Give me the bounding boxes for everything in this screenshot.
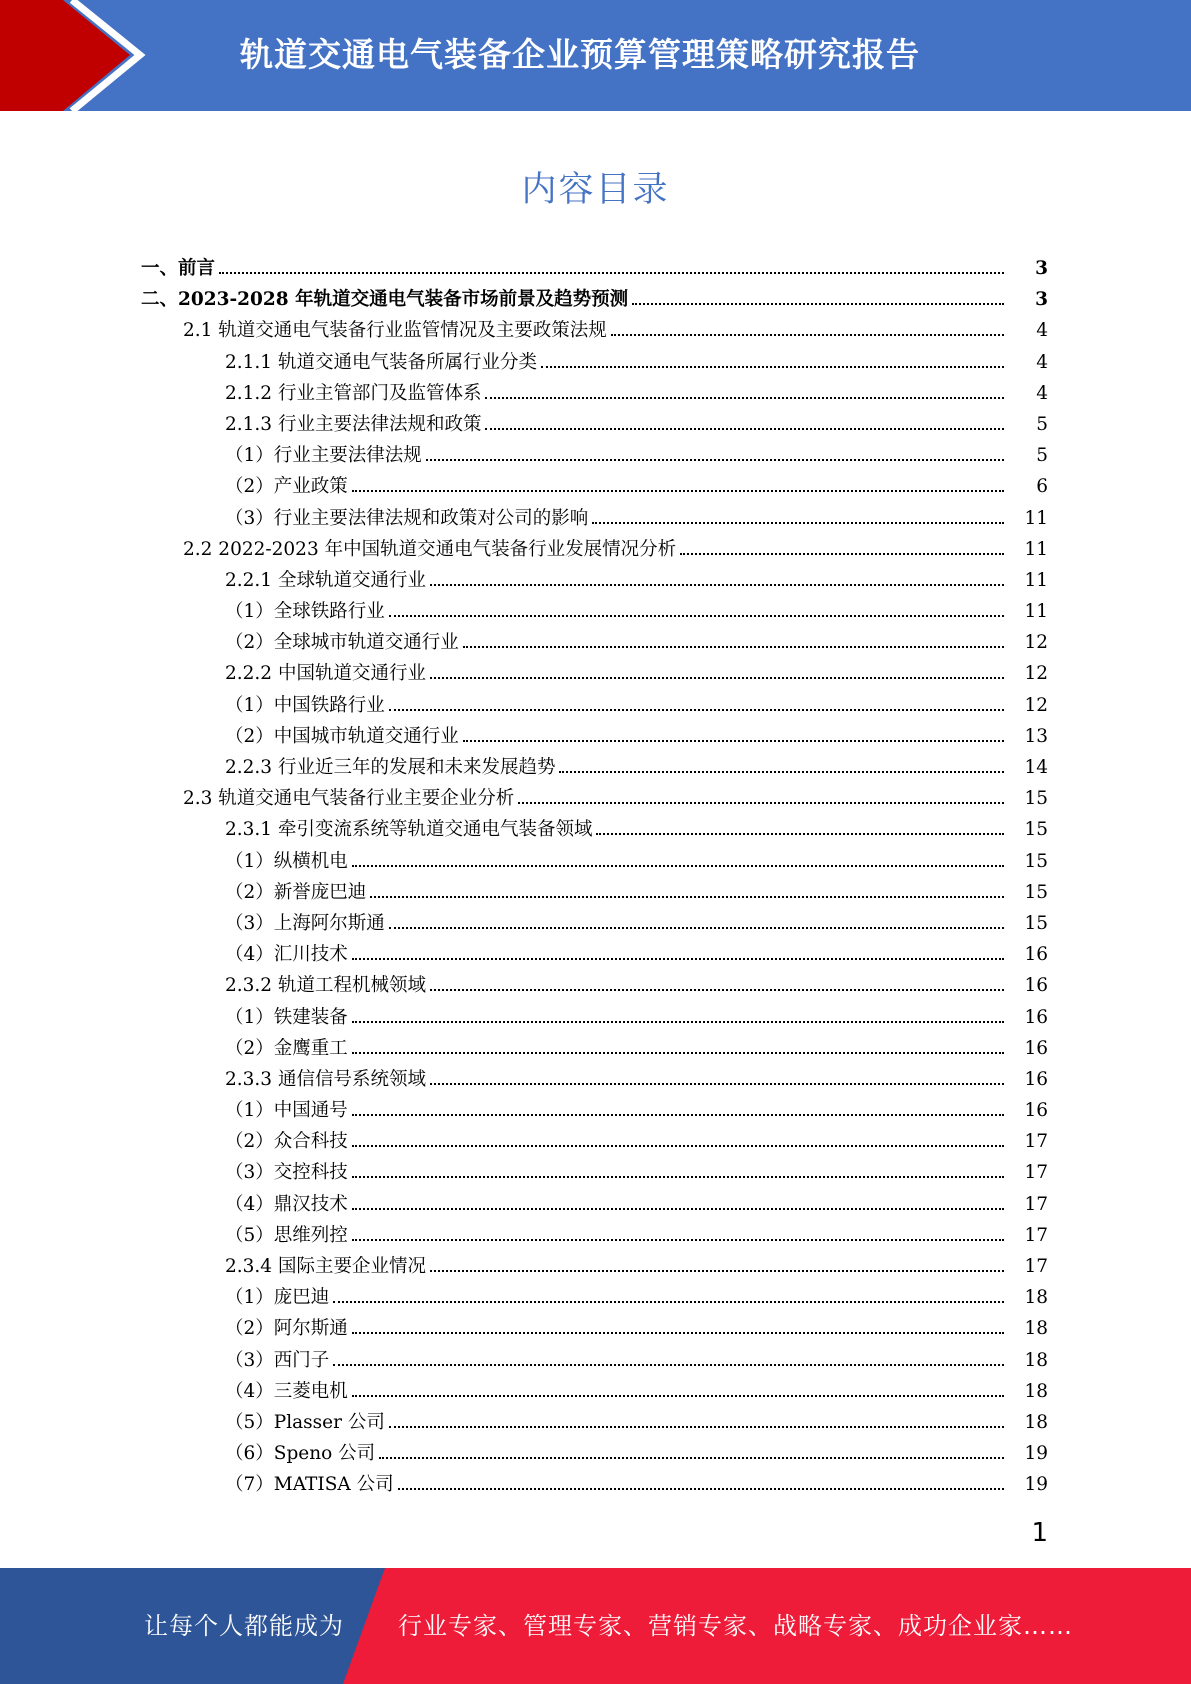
toc-entry-page: 15 [1024,850,1048,872]
toc-entry[interactable] [0,378,1191,409]
toc-entry-title: （2）产业政策 [225,476,348,498]
toc-dot-leader [430,584,1004,586]
toc-entry[interactable] [0,1438,1191,1469]
toc-entry[interactable] [0,1345,1191,1376]
page-number: 1 [1031,1518,1048,1548]
toc-entry-title: 2.3.1 牵引变流系统等轨道交通电气装备领域 [225,819,593,841]
toc-entry[interactable] [0,1126,1191,1157]
toc-dot-leader [430,1083,1004,1085]
toc-entry[interactable] [0,1407,1191,1438]
toc-entry-page: 19 [1024,1443,1048,1465]
toc-entry[interactable] [0,814,1191,845]
toc-entry[interactable] [0,970,1191,1001]
report-header-banner [0,0,1191,111]
toc-dot-leader [430,989,1004,991]
toc-entry-title: 2.1.1 轨道交通电气装备所属行业分类 [225,351,537,373]
toc-entry-page: 12 [1024,632,1048,654]
toc-entry-page: 17 [1024,1193,1048,1215]
toc-entry-page: 12 [1024,694,1048,716]
toc-entry-page: 19 [1024,1474,1048,1496]
toc-entry[interactable] [0,690,1191,721]
footer-banner [0,1568,1191,1684]
toc-dot-leader [352,1395,1004,1397]
toc-entry-page: 15 [1024,819,1048,841]
toc-entry-page: 3 [1035,258,1048,279]
toc-entry-title: （2）金鹰重工 [225,1037,348,1059]
toc-entry[interactable] [0,1095,1191,1126]
toc-dot-leader [352,1114,1004,1116]
toc-entry-page: 17 [1024,1162,1048,1184]
toc-dot-leader [596,833,1004,835]
toc-entry-page: 16 [1024,1100,1048,1122]
toc-entry[interactable] [0,253,1191,284]
toc-dot-leader [611,334,1004,336]
toc-entry-title: （6）Speno 公司 [225,1443,376,1465]
toc-entry[interactable] [0,284,1191,315]
toc-entry-page: 18 [1024,1287,1048,1309]
toc-entry-page: 5 [1036,413,1048,435]
table-of-contents [0,253,1191,1501]
toc-dot-leader [463,646,1004,648]
toc-entry-title: （2）众合科技 [225,1131,348,1153]
toc-entry-title: （3）上海阿尔斯通 [225,912,385,934]
toc-entry[interactable] [0,1033,1191,1064]
toc-entry[interactable] [0,1189,1191,1220]
toc-entry[interactable] [0,1064,1191,1095]
toc-entry-page: 18 [1024,1349,1048,1371]
toc-dot-leader [463,740,1004,742]
toc-entry[interactable] [0,315,1191,346]
toc-entry-title: （5）Plasser 公司 [225,1411,385,1433]
toc-entry[interactable] [0,721,1191,752]
toc-entry[interactable] [0,596,1191,627]
toc-entry[interactable] [0,1157,1191,1188]
toc-dot-leader [352,1145,1004,1147]
toc-entry-title: 2.2.1 全球轨道交通行业 [225,569,426,591]
toc-dot-leader [352,1176,1004,1178]
toc-dot-leader [333,1364,1004,1366]
toc-entry-page: 4 [1036,320,1048,342]
toc-entry-title: 一、前言 [141,258,216,279]
toc-entry-page: 17 [1024,1224,1048,1246]
toc-dot-leader [352,1208,1004,1210]
toc-entry-title: （2）全球城市轨道交通行业 [225,632,459,654]
toc-entry[interactable] [0,1251,1191,1282]
toc-dot-leader [592,522,1004,524]
toc-entry[interactable] [0,1376,1191,1407]
toc-entry-title: （1）全球铁路行业 [225,601,385,623]
toc-entry-title: （1）铁建装备 [225,1006,348,1028]
toc-entry[interactable] [0,409,1191,440]
toc-dot-leader [352,1332,1004,1334]
toc-entry-title: （3）交控科技 [225,1162,348,1184]
toc-entry-title: 2.2 2022-2023 年中国轨道交通电气装备行业发展情况分析 [183,538,677,560]
toc-entry[interactable] [0,1313,1191,1344]
toc-entry[interactable] [0,877,1191,908]
toc-entry-page: 11 [1024,569,1048,591]
toc-entry-page: 5 [1036,445,1048,467]
toc-entry[interactable] [0,1220,1191,1251]
toc-entry[interactable] [0,1002,1191,1033]
toc-entry-title: （4）三菱电机 [225,1380,348,1402]
toc-entry-page: 3 [1035,289,1048,311]
toc-entry-title: 2.3.3 通信信号系统领域 [225,1068,426,1090]
toc-heading: 内容目录 [521,170,670,210]
toc-entry-page: 11 [1024,601,1048,623]
toc-entry-page: 16 [1024,975,1048,997]
toc-entry-title: （3）西门子 [225,1349,330,1371]
toc-entry-page: 4 [1036,382,1048,404]
toc-entry-page: 12 [1024,663,1048,685]
toc-entry[interactable] [0,471,1191,502]
toc-entry-page: 15 [1024,912,1048,934]
toc-entry-page: 16 [1024,944,1048,966]
toc-entry-title: （1）中国铁路行业 [225,694,385,716]
toc-entry-title: （4）鼎汉技术 [225,1193,348,1215]
toc-entry[interactable] [0,939,1191,970]
toc-entry-page: 16 [1024,1068,1048,1090]
toc-entry-title: 二、2023-2028 年轨道交通电气装备市场前景及趋势预测 [141,289,629,311]
toc-dot-leader [430,677,1004,679]
toc-dot-leader [398,1488,1004,1490]
toc-dot-leader [426,459,1004,461]
toc-entry[interactable] [0,846,1191,877]
toc-entry-page: 18 [1024,1318,1048,1340]
toc-entry[interactable] [0,503,1191,534]
toc-entry-title: 2.1.2 行业主管部门及监管体系 [225,382,482,404]
footer-slogan-right: 行业专家、管理专家、营销专家、战略专家、成功企业家…… [398,1612,1073,1640]
toc-dot-leader [352,1021,1004,1023]
toc-dot-leader [352,958,1004,960]
toc-entry[interactable] [0,1469,1191,1500]
toc-dot-leader [333,1301,1004,1303]
toc-entry-title: （4）汇川技术 [225,944,348,966]
toc-entry-page: 11 [1024,538,1048,560]
toc-dot-leader [518,802,1004,804]
toc-entry-title: （7）MATISA 公司 [225,1474,394,1496]
toc-dot-leader [389,927,1004,929]
toc-entry-title: （1）行业主要法律法规 [225,445,422,467]
toc-dot-leader [219,272,1004,274]
toc-entry-page: 15 [1024,788,1048,810]
toc-dot-leader [370,896,1004,898]
chevron-arrow-icon [0,0,160,111]
toc-entry-title: （1）纵横机电 [225,850,348,872]
toc-entry[interactable] [0,908,1191,939]
toc-entry-page: 18 [1024,1411,1048,1433]
toc-dot-leader [379,1457,1004,1459]
toc-entry-title: （2）中国城市轨道交通行业 [225,725,459,747]
toc-dot-leader [559,771,1004,773]
toc-dot-leader [352,1239,1004,1241]
toc-entry-title: （2）阿尔斯通 [225,1318,348,1340]
toc-entry-title: （1）庞巴迪 [225,1287,330,1309]
toc-entry-page: 14 [1024,757,1048,778]
toc-dot-leader [352,865,1004,867]
toc-entry[interactable] [0,1282,1191,1313]
toc-entry-page: 17 [1024,1256,1048,1277]
toc-entry-title: 2.1 轨道交通电气装备行业监管情况及主要政策法规 [183,320,607,342]
toc-entry[interactable] [0,627,1191,658]
toc-dot-leader [485,397,1004,399]
toc-entry[interactable] [0,347,1191,378]
toc-dot-leader [680,553,1004,555]
toc-entry-page: 13 [1024,725,1048,747]
toc-entry-page: 16 [1024,1037,1048,1059]
toc-dot-leader [352,1052,1004,1054]
toc-entry-title: 2.3 轨道交通电气装备行业主要企业分析 [183,788,515,810]
toc-entry-page: 15 [1024,881,1048,903]
toc-dot-leader [632,303,1004,305]
toc-entry[interactable] [0,752,1191,783]
footer-slogan-left: 让每个人都能成为 [144,1612,344,1640]
toc-entry-title: 2.2.3 行业近三年的发展和未来发展趋势 [225,757,556,778]
toc-dot-leader [389,709,1004,711]
toc-entry-page: 18 [1024,1380,1048,1402]
toc-entry-title: （2）新誉庞巴迪 [225,881,367,903]
toc-dot-leader [541,366,1004,368]
toc-entry-page: 11 [1024,507,1048,529]
toc-entry-page: 16 [1024,1006,1048,1028]
toc-dot-leader [389,615,1004,617]
toc-dot-leader [430,1270,1004,1272]
toc-entry[interactable] [0,658,1191,689]
toc-entry-title: 2.2.2 中国轨道交通行业 [225,663,426,685]
toc-entry-title: 2.3.2 轨道工程机械领域 [225,975,426,997]
toc-dot-leader [389,1426,1004,1428]
toc-entry-page: 4 [1036,351,1048,373]
toc-entry[interactable] [0,440,1191,471]
toc-entry[interactable] [0,565,1191,596]
toc-entry-title: （1）中国通号 [225,1100,348,1122]
toc-dot-leader [352,490,1004,492]
toc-entry-title: 2.3.4 国际主要企业情况 [225,1256,426,1277]
toc-entry-title: （3）行业主要法律法规和政策对公司的影响 [225,507,589,529]
toc-entry[interactable] [0,783,1191,814]
toc-entry-page: 6 [1036,476,1048,498]
toc-entry-title: 2.1.3 行业主要法律法规和政策 [225,413,482,435]
toc-entry-page: 17 [1024,1131,1048,1153]
toc-entry[interactable] [0,534,1191,565]
toc-dot-leader [485,428,1004,430]
toc-entry-title: （5）思维列控 [225,1224,348,1246]
report-title: 轨道交通电气装备企业预算管理策略研究报告 [240,34,920,74]
